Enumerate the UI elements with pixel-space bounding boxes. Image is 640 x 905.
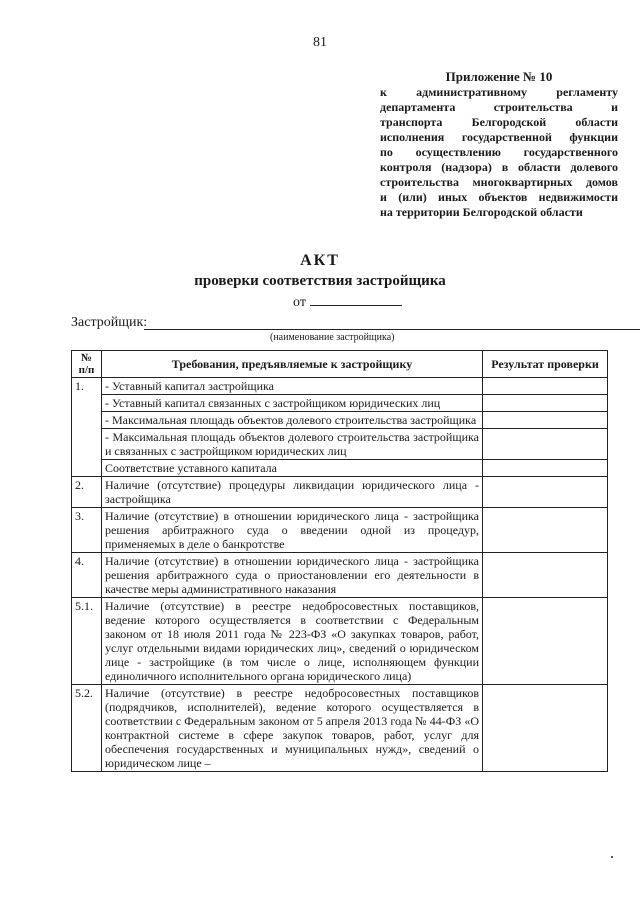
table-row	[72, 378, 608, 395]
table-row	[72, 395, 608, 412]
appendix-title: Приложение № 10	[445, 69, 553, 84]
requirements-table	[71, 350, 608, 772]
scan-speck	[611, 856, 613, 858]
requirement-cell: - Максимальная площадь объектов долевого строительства застройщика и связанных с застройщиком юридических лиц	[102, 429, 483, 460]
result-cell	[483, 477, 608, 508]
table-row	[72, 598, 608, 685]
appendix-line: строительства многоквартирных домов	[380, 175, 618, 189]
requirement-cell: Наличие (отсутствие) в реестре недобросовестных поставщиков, ведение которого осуществляется в соответствии с Федеральным законом от 18 июля 2011 года № 223-ФЗ «О закупках товаров, работ, услуг отдельными видами юридических лиц», сведений о юридическом лице - застройщике (в том числе о лице, исполняющем функции единоличного исполнительного органа юридического лица)	[102, 598, 483, 685]
developer-field	[71, 315, 147, 331]
act-subtitle: проверки соответствия застройщика	[194, 273, 446, 289]
table-row	[72, 477, 608, 508]
table-row	[72, 685, 608, 772]
requirement-cell: - Уставный капитал связанных с застройщиком юридических лиц	[102, 395, 483, 412]
header-result: Результат проверки	[483, 351, 608, 378]
date-label: от	[293, 295, 306, 310]
header-number: № п/п	[72, 351, 102, 378]
result-cell	[483, 429, 608, 460]
table-row	[72, 429, 608, 460]
result-cell	[483, 598, 608, 685]
developer-blank-line	[144, 329, 640, 330]
appendix-line: и (или) иных объектов недвижимости	[380, 190, 618, 204]
requirement-cell: Наличие (отсутствие) в отношении юридического лица - застройщика решения арбитражного суда о введении одной из процедур, применяемых в деле о банкротстве	[102, 508, 483, 553]
row-number: 3.	[72, 508, 102, 553]
result-cell	[483, 412, 608, 429]
row-number: 5.2.	[72, 685, 102, 772]
table-row	[72, 508, 608, 553]
row-number: 2.	[72, 477, 102, 508]
result-cell	[483, 378, 608, 395]
act-date	[293, 293, 402, 311]
table-row	[72, 412, 608, 429]
appendix-line: транспорта Белгородской области	[380, 115, 618, 129]
result-cell	[483, 508, 608, 553]
result-cell	[483, 553, 608, 598]
result-cell	[483, 685, 608, 772]
appendix-line: к административному регламенту	[380, 85, 618, 99]
requirement-cell: Наличие (отсутствие) в реестре недобросовестных поставщиков (подрядчиков, исполнителей), ведение которого осуществляется в соответствии с Федеральным законом от 5 апреля 2013 года № 44-ФЗ «О контрактной системе в сфере закупок товаров, работ, услуг для обеспечения государственных и муниципальных нужд», сведений о юридическом лице –	[102, 685, 483, 772]
table-row	[72, 460, 608, 477]
act-title: АКТ	[300, 252, 340, 269]
appendix-line: на территории Белгородской области	[380, 205, 583, 219]
table-header-row	[72, 351, 608, 378]
requirement-cell: - Максимальная площадь объектов долевого строительства застройщика	[102, 412, 483, 429]
row-number: 4.	[72, 553, 102, 598]
page-number: 81	[313, 35, 327, 50]
row-number: 1.	[72, 378, 102, 477]
table-row	[72, 553, 608, 598]
appendix-line: департамента строительства и	[380, 100, 618, 114]
header-requirement: Требования, предъявляемые к застройщику	[102, 351, 483, 378]
requirement-cell: Наличие (отсутствие) в отношении юридического лица - застройщика решения арбитражного суда о приостановлении его деятельности в качестве меры административного наказания	[102, 553, 483, 598]
appendix-line: контроля (надзора) в области долевого	[380, 160, 618, 174]
appendix-line: по осуществлению государственного	[380, 145, 618, 159]
developer-caption: (наименование застройщика)	[270, 332, 395, 343]
requirement-cell: Соответствие уставного капитала	[102, 460, 483, 477]
row-number: 5.1.	[72, 598, 102, 685]
developer-label: Застройщик:	[71, 315, 148, 330]
requirement-cell: - Уставный капитал застройщика	[102, 378, 483, 395]
date-blank-line	[310, 293, 402, 306]
result-cell	[483, 395, 608, 412]
requirement-cell: Наличие (отсутствие) процедуры ликвидации юридического лица - застройщика	[102, 477, 483, 508]
result-cell	[483, 460, 608, 477]
appendix-header	[380, 69, 618, 220]
appendix-line: исполнения государственной функции	[380, 130, 618, 144]
